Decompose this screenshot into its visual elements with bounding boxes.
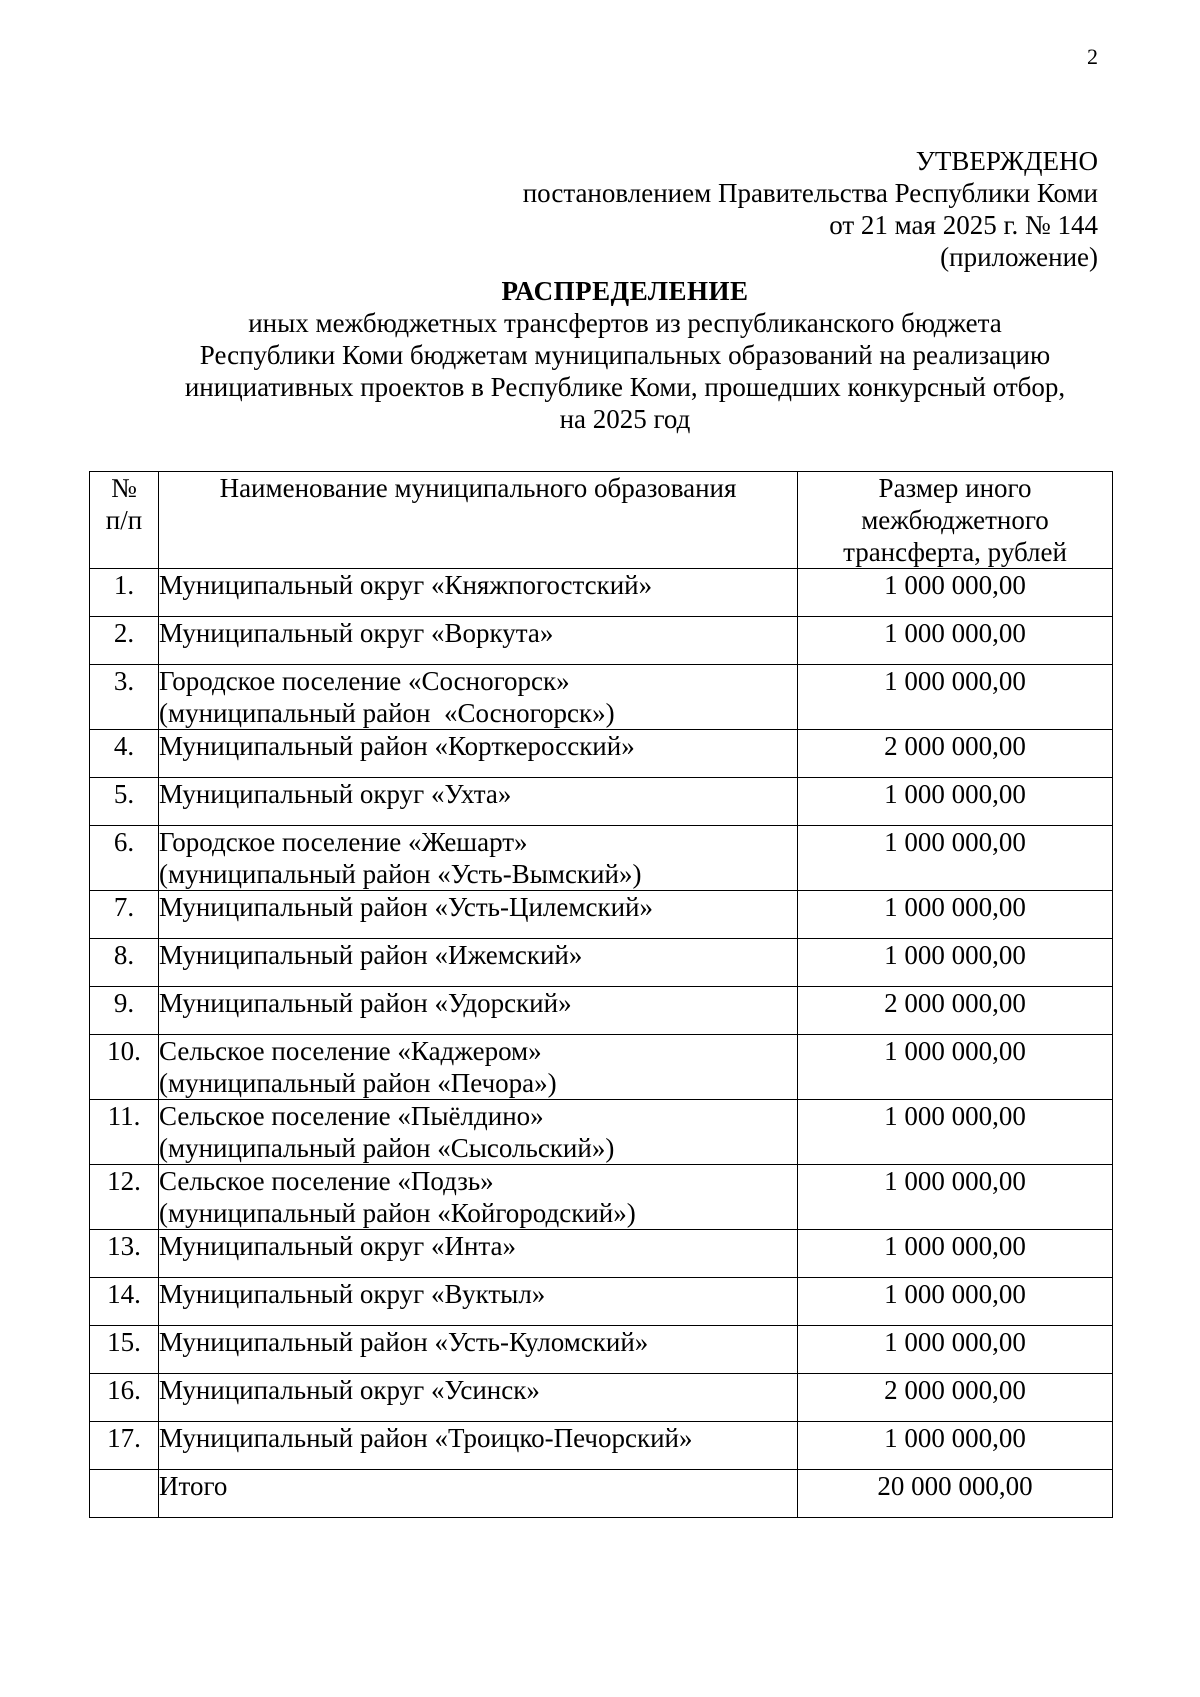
table-row [90, 891, 1113, 939]
row-amount: 2 000 000,00 [798, 1374, 1113, 1422]
row-municipality [159, 1230, 798, 1278]
row-municipality [159, 569, 798, 617]
row-municipality [159, 1278, 798, 1326]
table-row [90, 665, 1113, 730]
row-municipality [159, 617, 798, 665]
title-line-3: инициативных проектов в Республике Коми, прошедших конкурсный отбор, [184, 372, 1066, 402]
row-number: 4. [90, 730, 159, 778]
row-municipality [159, 1035, 798, 1100]
distribution-table [89, 471, 1113, 1518]
table-row [90, 730, 1113, 778]
row-amount: 1 000 000,00 [798, 1230, 1113, 1278]
row-municipality [159, 987, 798, 1035]
row-amount: 1 000 000,00 [798, 939, 1113, 987]
table-row [90, 1035, 1113, 1100]
table-header-row [90, 472, 1113, 569]
row-amount: 1 000 000,00 [798, 1035, 1113, 1100]
row-number: 12. [90, 1165, 159, 1230]
row-amount: 2 000 000,00 [798, 730, 1113, 778]
total-row [90, 1470, 1113, 1518]
row-number: 15. [90, 1326, 159, 1374]
municipality-line-1: Муниципальный район «Корткеросский» [159, 731, 635, 761]
municipality-line-1: Муниципальный округ «Усинск» [159, 1375, 540, 1405]
table-row [90, 1165, 1113, 1230]
total-label: Итого [159, 1470, 798, 1518]
row-amount: 2 000 000,00 [798, 987, 1113, 1035]
document-heading: РАСПРЕДЕЛЕНИЕ [501, 276, 749, 306]
municipality-line-2: (муниципальный район «Сысольский») [159, 1133, 615, 1163]
header-number: № п/п [90, 472, 159, 569]
row-amount: 1 000 000,00 [798, 617, 1113, 665]
municipality-line-1: Муниципальный округ «Вуктыл» [159, 1279, 546, 1309]
total-amount: 20 000 000,00 [798, 1470, 1113, 1518]
title-line-2: Республики Коми бюджетам муниципальных образований на реализацию [199, 340, 1051, 370]
table-row [90, 1230, 1113, 1278]
total-number [90, 1470, 159, 1518]
municipality-line-1: Муниципальный район «Усть-Цилемский» [159, 892, 653, 922]
row-municipality [159, 826, 798, 891]
approval-authority: постановлением Правительства Республики Коми [522, 178, 1098, 208]
table-row [90, 826, 1113, 891]
table-row [90, 939, 1113, 987]
table-row [90, 987, 1113, 1035]
page-number: 2 [1087, 44, 1098, 69]
municipality-line-1: Муниципальный район «Ижемский» [159, 940, 583, 970]
row-municipality [159, 891, 798, 939]
row-number: 16. [90, 1374, 159, 1422]
row-number: 7. [90, 891, 159, 939]
row-number: 8. [90, 939, 159, 987]
title-line-1: иных межбюджетных трансфертов из республиканского бюджета [248, 308, 1002, 338]
row-amount: 1 000 000,00 [798, 778, 1113, 826]
row-amount: 1 000 000,00 [798, 1278, 1113, 1326]
row-municipality [159, 1100, 798, 1165]
municipality-line-1: Сельское поселение «Подзь» [159, 1166, 494, 1196]
row-number: 9. [90, 987, 159, 1035]
municipality-line-1: Муниципальный район «Троицко-Печорский» [159, 1423, 693, 1453]
row-municipality [159, 1326, 798, 1374]
municipality-line-2: (муниципальный район «Усть-Вымский») [159, 859, 642, 889]
header-amount: Размер иного межбюджетного трансферта, рублей [798, 472, 1113, 569]
table-row [90, 778, 1113, 826]
table-row [90, 1100, 1113, 1165]
row-municipality [159, 1422, 798, 1470]
approval-date-number: от 21 мая 2025 г. № 144 [829, 210, 1098, 240]
row-amount: 1 000 000,00 [798, 569, 1113, 617]
row-municipality [159, 939, 798, 987]
row-municipality [159, 1374, 798, 1422]
row-amount: 1 000 000,00 [798, 891, 1113, 939]
row-amount: 1 000 000,00 [798, 826, 1113, 891]
approval-stamp [400, 145, 1098, 273]
table-row [90, 1374, 1113, 1422]
row-number: 3. [90, 665, 159, 730]
row-municipality [159, 730, 798, 778]
row-amount: 1 000 000,00 [798, 665, 1113, 730]
row-number: 11. [90, 1100, 159, 1165]
header-municipality: Наименование муниципального образования [159, 472, 798, 569]
row-municipality [159, 778, 798, 826]
table-row [90, 1326, 1113, 1374]
row-amount: 1 000 000,00 [798, 1326, 1113, 1374]
row-municipality [159, 665, 798, 730]
row-number: 1. [90, 569, 159, 617]
table-row [90, 617, 1113, 665]
municipality-line-2: (муниципальный район «Печора») [159, 1068, 557, 1098]
municipality-line-1: Муниципальный район «Удорский» [159, 988, 572, 1018]
approval-title: УТВЕРЖДЕНО [915, 146, 1098, 176]
municipality-line-1: Муниципальный округ «Княжпогостский» [159, 570, 653, 600]
row-number: 5. [90, 778, 159, 826]
table-row [90, 1422, 1113, 1470]
municipality-line-1: Муниципальный район «Усть-Куломский» [159, 1327, 649, 1357]
approval-annex-label: (приложение) [940, 242, 1098, 272]
title-line-4: на 2025 год [559, 404, 691, 434]
municipality-line-1: Сельское поселение «Пыёлдино» [159, 1101, 544, 1131]
row-amount: 1 000 000,00 [798, 1165, 1113, 1230]
row-number: 2. [90, 617, 159, 665]
row-number: 6. [90, 826, 159, 891]
municipality-line-1: Муниципальный округ «Воркута» [159, 618, 554, 648]
municipality-line-1: Сельское поселение «Каджером» [159, 1036, 542, 1066]
document-title [90, 275, 1160, 435]
row-number: 10. [90, 1035, 159, 1100]
row-municipality [159, 1165, 798, 1230]
row-number: 13. [90, 1230, 159, 1278]
row-amount: 1 000 000,00 [798, 1422, 1113, 1470]
table-row [90, 1278, 1113, 1326]
table-body [90, 569, 1113, 1518]
table-row [90, 569, 1113, 617]
municipality-line-1: Муниципальный округ «Ухта» [159, 779, 512, 809]
row-amount: 1 000 000,00 [798, 1100, 1113, 1165]
row-number: 14. [90, 1278, 159, 1326]
municipality-line-2: (муниципальный район «Койгородский») [159, 1198, 636, 1228]
municipality-line-2: (муниципальный район «Сосногорск») [159, 698, 615, 728]
municipality-line-1: Городское поселение «Жешарт» [159, 827, 528, 857]
row-number: 17. [90, 1422, 159, 1470]
municipality-line-1: Городское поселение «Сосногорск» [159, 666, 570, 696]
municipality-line-1: Муниципальный округ «Инта» [159, 1231, 517, 1261]
